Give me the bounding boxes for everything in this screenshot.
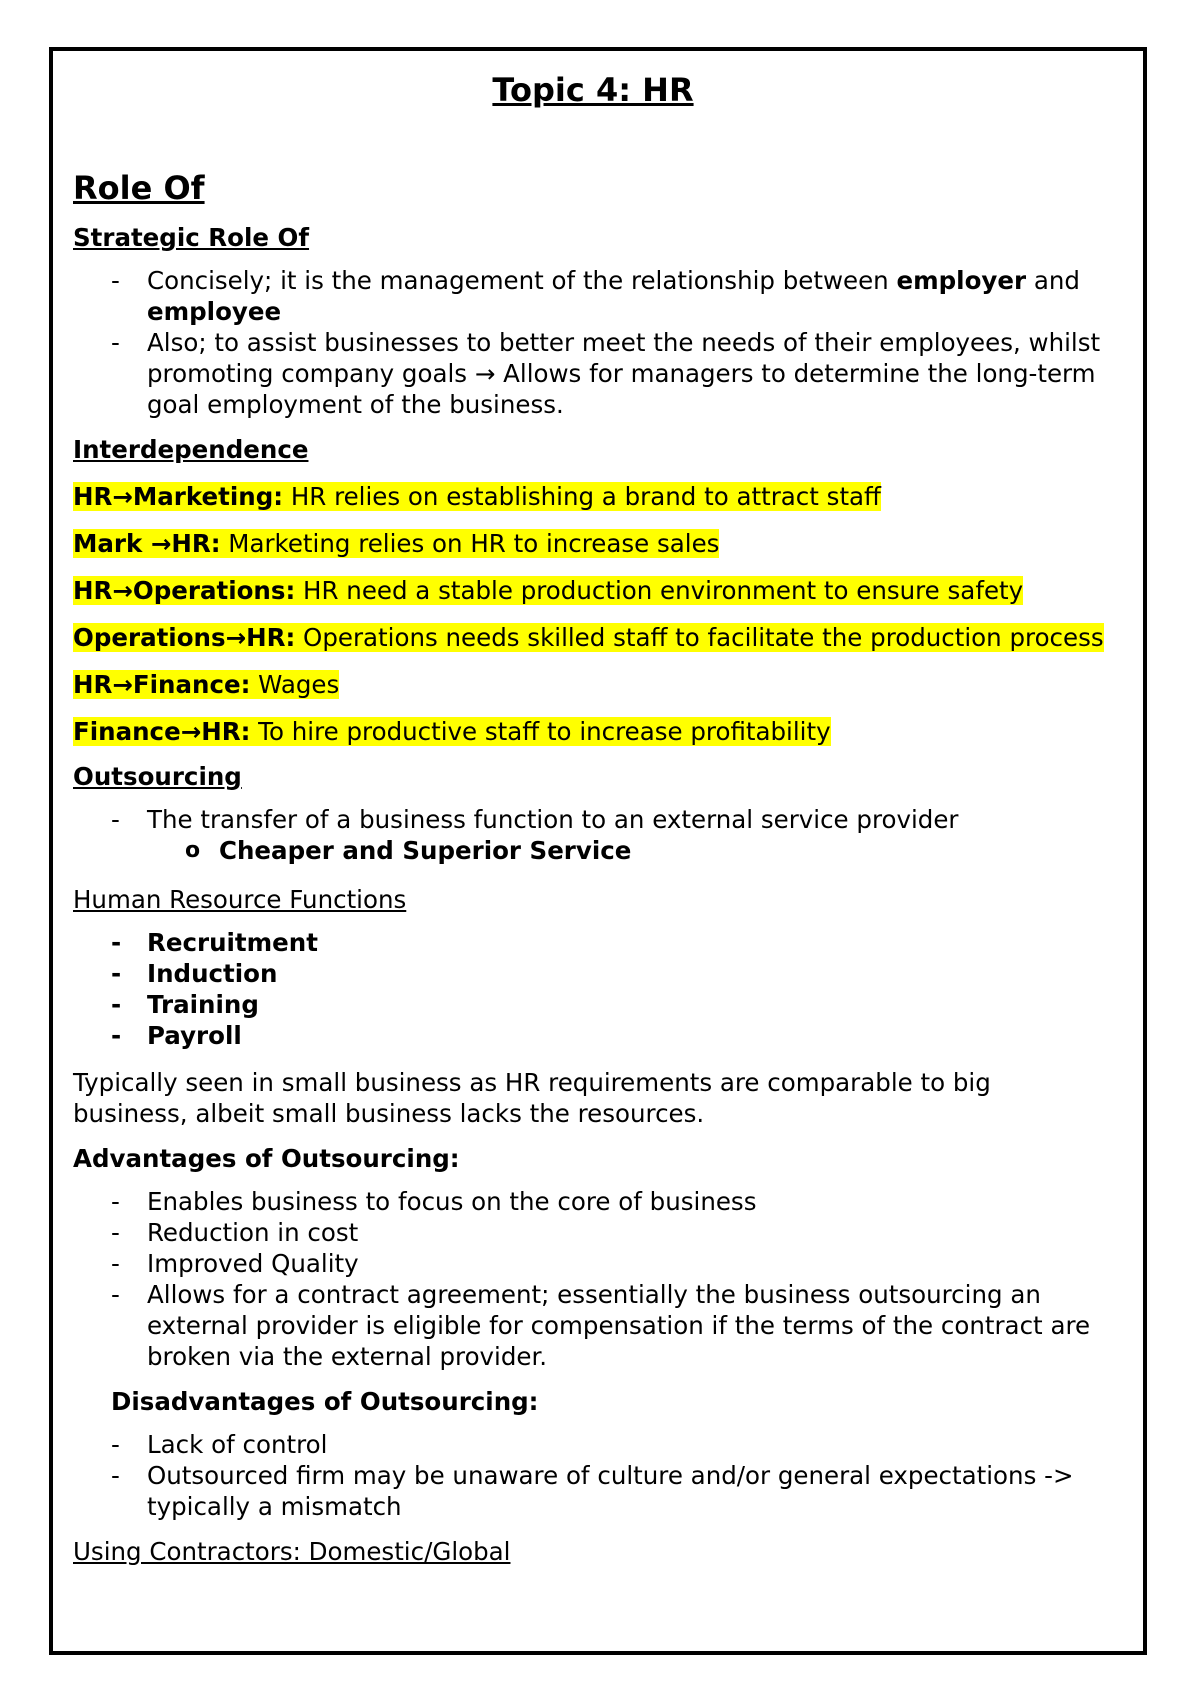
advantages-list	[73, 1186, 1113, 1372]
subheading-interdependence: Interdependence	[73, 435, 309, 464]
hr-functions-list	[73, 927, 1113, 1051]
interdependence-line: Mark →HR: Marketing relies on HR to increase sales	[73, 529, 720, 558]
list-item: - Allows for a contract agreement; essentially the business outsourcing an external provider is eligible for compensation if the terms of the contract are broken via the external provider.	[73, 1279, 1113, 1372]
list-subitem: o Cheaper and Superior Service	[73, 835, 1113, 866]
subheading-strategic-role: Strategic Role Of	[73, 223, 310, 252]
interdependence-line: Operations→HR: Operations needs skilled staff to facilitate the production process	[73, 623, 1104, 652]
subheading-advantages: Advantages of Outsourcing:	[73, 1144, 460, 1173]
interdependence-line: HR→Marketing: HR relies on establishing a brand to attract staff	[73, 482, 881, 511]
list-item: - Training	[73, 989, 1113, 1020]
list-item: - Reduction in cost	[73, 1217, 1113, 1248]
list-item: - Outsourced firm may be unaware of culture and/or general expectations -> typically a mismatch	[73, 1460, 1113, 1522]
list-item: - Improved Quality	[73, 1248, 1113, 1279]
section-heading-role-of: Role Of	[73, 169, 205, 207]
list-item: - Also; to assist businesses to better meet the needs of their employees, whilst promoting company goals → Allows for managers to determine the long-term goal employment of the business.	[73, 327, 1113, 420]
list-item: - Recruitment	[73, 927, 1113, 958]
document-title: Topic 4: HR	[492, 71, 694, 109]
interdependence-line: Finance→HR: To hire productive staff to increase profitability	[73, 717, 831, 746]
list-item: - Concisely; it is the management of the relationship between employer and employee	[73, 265, 1113, 327]
document-body	[73, 70, 1113, 1567]
outsourcing-list	[73, 804, 1113, 835]
list-item: - The transfer of a business function to an external service provider	[73, 804, 1113, 835]
strategic-list	[73, 265, 1113, 420]
list-item: - Enables business to focus on the core of business	[73, 1186, 1113, 1217]
interdependence-line: HR→Operations: HR need a stable production environment to ensure safety	[73, 576, 1024, 605]
subheading-outsourcing: Outsourcing	[73, 762, 242, 791]
subheading-hr-functions: Human Resource Functions	[73, 885, 407, 914]
subheading-contractors: Using Contractors: Domestic/Global	[73, 1537, 511, 1566]
paragraph-small-business: Typically seen in small business as HR requirements are comparable to big business, albeit small business lacks the resources.	[73, 1068, 991, 1128]
list-item: - Lack of control	[73, 1429, 1113, 1460]
list-item: - Payroll	[73, 1020, 1113, 1051]
outsourcing-sublist	[73, 835, 1113, 866]
subheading-disadvantages: Disadvantages of Outsourcing:	[111, 1387, 539, 1416]
interdependence-line: HR→Finance: Wages	[73, 670, 340, 699]
disadvantages-list	[73, 1429, 1113, 1522]
list-item: - Induction	[73, 958, 1113, 989]
